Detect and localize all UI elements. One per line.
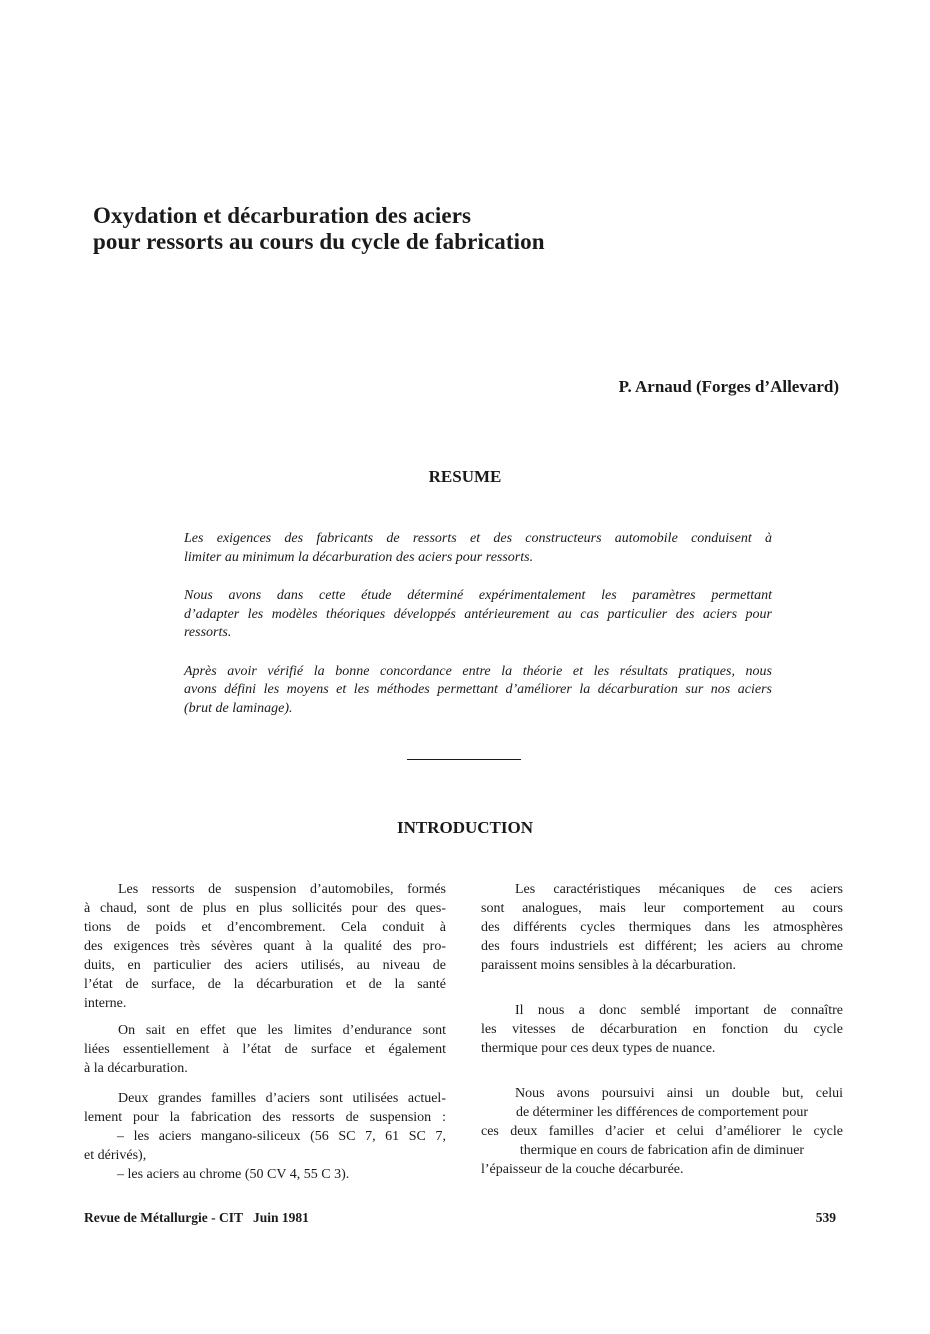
body-line: Les ressorts de suspension d’automobiles, formés: [118, 882, 446, 897]
abstract-line: d’adapter les modèles théoriques développés antérieurement au cas particulier des aciers pour: [184, 606, 772, 622]
abstract-paragraph-1: [184, 530, 772, 567]
intro-left-paragraph-2: [84, 1021, 446, 1078]
abstract-line: limiter au minimum la décarburation des aciers pour ressorts.: [184, 549, 534, 565]
body-line: et dérivés),: [84, 1148, 147, 1163]
body-line: des fours industriels est différent; les aciers au chrome: [481, 939, 843, 954]
article-title: [93, 203, 793, 255]
article-author: P. Arnaud (Forges d’Allevard): [618, 377, 839, 396]
body-line: les vitesses de décarburation en fonction du cycle: [481, 1022, 843, 1037]
abstract-paragraph-3: [184, 663, 772, 719]
body-line: Deux grandes familles d’aciers sont utilisées actuel-: [118, 1091, 446, 1106]
body-line: tions de poids et d’encombrement. Cela conduit à: [84, 920, 446, 935]
paragraph-gap: [84, 1013, 446, 1021]
body-line: lement pour la fabrication des ressorts de suspension :: [84, 1110, 446, 1125]
paragraph-gap: [84, 1078, 446, 1089]
abstract-line: Nous avons dans cette étude déterminé expérimentalement les paramètres permettant: [184, 588, 772, 603]
body-line: à la décarburation.: [84, 1061, 188, 1076]
intro-right-paragraph-1: [481, 880, 843, 975]
page-number: 539: [815, 1210, 836, 1225]
abstract-line: ressorts.: [184, 625, 232, 640]
introduction-right-column: [481, 880, 843, 1179]
article-title-line-1: Oxydation et décarburation des aciers: [93, 203, 472, 228]
issue-date: Juin 1981: [252, 1210, 309, 1225]
abstract: [184, 530, 772, 738]
body-line: On sait en effet que les limites d’endurance sont: [118, 1023, 446, 1038]
body-line: des différents cycles thermiques dans les atmosphères: [481, 920, 843, 935]
body-line: des exigences très sévères quant à la qualité des pro-: [84, 939, 446, 954]
abstract-line: avons défini les moyens et les méthodes permettant d’améliorer la décarburation sur nos aciers: [184, 682, 772, 697]
journal-name: Revue de Métallurgie - CIT: [84, 1210, 243, 1225]
body-line: – les aciers mangano-siliceux (56 SC 7, 61 SC 7,: [117, 1129, 446, 1144]
body-line: l’épaisseur de la couche décarburée.: [481, 1162, 684, 1177]
paragraph-gap: [481, 1058, 843, 1084]
section-divider: [407, 759, 521, 760]
body-line: – les aciers au chrome (50 CV 4, 55 C 3).: [117, 1167, 350, 1182]
body-line: sont analogues, mais leur comportement au cours: [481, 901, 843, 916]
body-line: paraissent moins sensibles à la décarburation.: [481, 958, 737, 973]
paragraph-gap: [481, 975, 843, 1001]
resume-heading: RESUME: [428, 467, 502, 486]
abstract-paragraph-2: [184, 587, 772, 643]
intro-left-paragraph-3: [84, 1089, 446, 1184]
body-line: Il nous a donc semblé important de connaître: [515, 1003, 843, 1018]
body-line: duits, en particulier des aciers utilisés, au niveau de: [84, 958, 446, 973]
body-line: thermique en cours de fabrication afin de diminuer: [519, 1143, 805, 1158]
page-footer: [84, 1209, 309, 1227]
body-line: l’état de surface, de la décarburation et de la santé: [84, 977, 446, 992]
intro-left-paragraph-1: [84, 880, 446, 1013]
article-title-line-2: pour ressorts au cours du cycle de fabrication: [93, 229, 545, 254]
introduction-left-column: [84, 880, 446, 1184]
body-line: de déterminer les différences de comportement pour: [515, 1105, 809, 1120]
body-line: ces deux familles d’acier et celui d’améliorer le cycle: [481, 1124, 843, 1139]
intro-right-paragraph-3: [481, 1084, 843, 1179]
body-line: Nous avons poursuivi ainsi un double but, celui: [515, 1086, 843, 1101]
body-line: Les caractéristiques mécaniques de ces aciers: [515, 882, 843, 897]
body-line: à chaud, sont de plus en plus sollicités pour des ques-: [84, 901, 446, 916]
abstract-line: (brut de laminage).: [184, 700, 293, 716]
body-line: liées essentiellement à l’état de surface et également: [84, 1042, 446, 1057]
intro-right-paragraph-2: [481, 1001, 843, 1058]
abstract-line: Les exigences des fabricants de ressorts et des constructeurs automobile conduisent à: [184, 531, 772, 546]
body-line: thermique pour ces deux types de nuance.: [481, 1041, 716, 1056]
introduction-heading: INTRODUCTION: [396, 818, 534, 837]
body-line: interne.: [84, 996, 127, 1011]
abstract-line: Après avoir vérifié la bonne concordance entre la théorie et les résultats pratiques, nous: [184, 663, 772, 679]
